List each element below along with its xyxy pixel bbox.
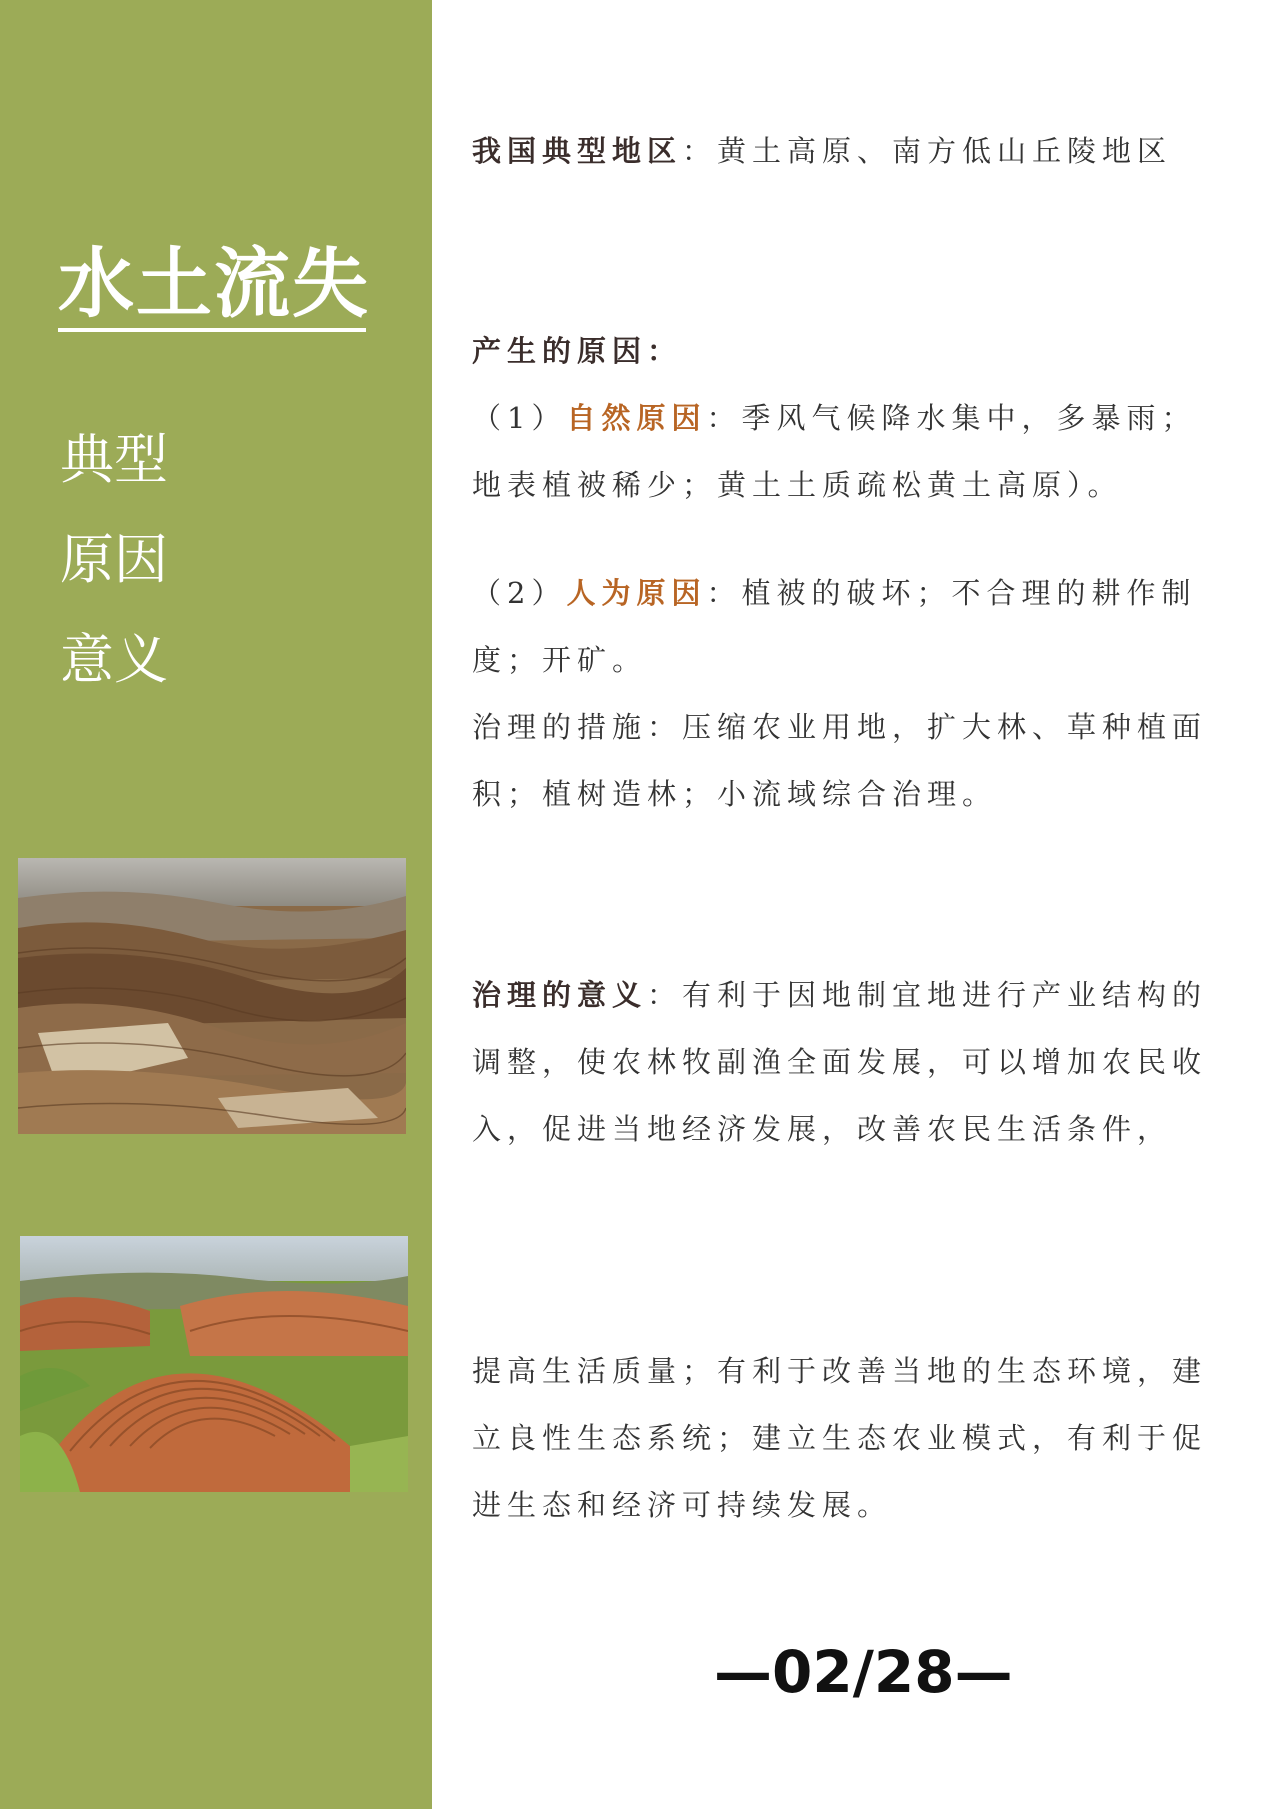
natural-cause-text: ：季风气候降水集中，多暴雨；地表植被稀少；黄土土质疏松黄土高原）。: [472, 401, 1197, 502]
sidebar-item-typical[interactable]: 典型: [60, 428, 168, 491]
sidebar-title-underline: [58, 328, 366, 332]
natural-cause-label: 自然原因: [566, 401, 707, 435]
meaning-label: 治理的意义: [472, 978, 648, 1012]
human-cause-prefix: （2）: [472, 576, 567, 610]
measures-text: 治理的措施：压缩农业用地，扩大林、草种植面积；植树造林；小流域综合治理。: [472, 710, 1208, 811]
page-number: —02/28—: [714, 1638, 1013, 1706]
human-cause-text: ：植被的破坏；不合理的耕作制度；开矿。: [472, 576, 1197, 677]
cause-heading: [472, 318, 1212, 385]
sidebar-item-meaning[interactable]: 意义: [60, 628, 168, 691]
cause-heading-text: 产生的原因：: [472, 334, 683, 368]
terraced-hill-photo: [20, 1236, 408, 1492]
meaning-text: ：有利于因地制宜地进行产业结构的调整，使农林牧副渔全面发展，可以增加农民收入，促进当地经济发展，改善农民生活条件，: [472, 978, 1208, 1146]
measures-paragraph: [472, 694, 1212, 828]
human-cause-label: 人为原因: [566, 576, 707, 610]
typical-region-text: ：黄土高原、南方低山丘陵地区: [682, 134, 1173, 168]
meaning-text-continued: 提高生活质量；有利于改善当地的生态环境，建立良性生态系统；建立生态农业模式，有利于促进生态和经济可持续发展。: [472, 1354, 1208, 1522]
sidebar-title: 水土流失: [58, 239, 370, 328]
loess-plateau-photo: [18, 858, 406, 1134]
natural-cause-prefix: （1）: [472, 401, 567, 435]
meaning-paragraph: [472, 962, 1212, 1163]
typical-region-label: 我国典型地区: [472, 134, 683, 168]
sidebar-item-cause[interactable]: 原因: [60, 528, 168, 591]
typical-region-paragraph: [472, 118, 1212, 185]
sidebar-nav: [60, 410, 168, 710]
natural-cause-paragraph: [472, 385, 1212, 519]
sidebar: [0, 0, 432, 1809]
meaning-paragraph-continued: [472, 1338, 1212, 1539]
human-cause-paragraph: [472, 560, 1212, 694]
